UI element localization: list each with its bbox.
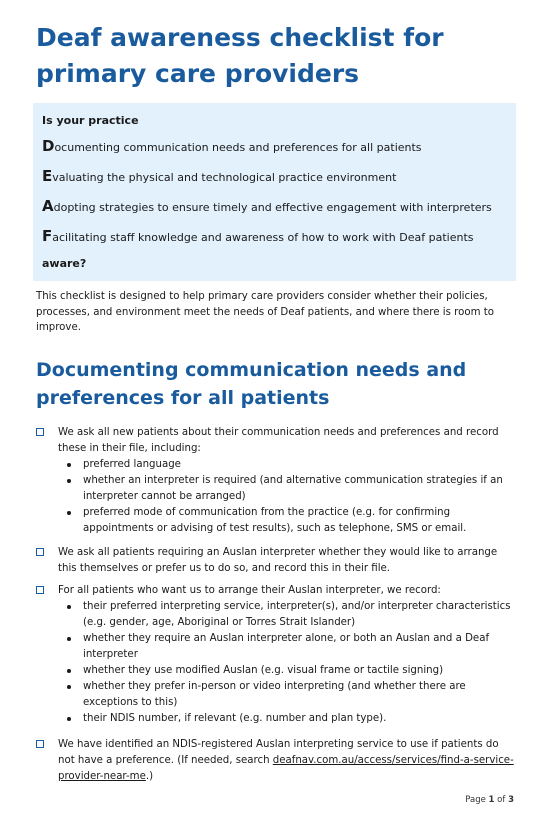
list-item: whether they use modified Auslan (e.g. visual frame or tactile signing) <box>36 663 516 679</box>
checklist-item-4 <box>36 737 516 785</box>
list-item: their NDIS number, if relevant (e.g. number and plan type). <box>36 711 516 727</box>
summary-line-d: Documenting communication needs and preferences for all patients <box>42 137 422 155</box>
checkbox-icon[interactable] <box>36 428 44 436</box>
summary-line-f: Facilitating staff knowledge and awareness of how to work with Deaf patients <box>42 227 474 245</box>
intro-paragraph: This checklist is designed to help primary care providers consider whether their policies, processes, and environment meet the needs of Deaf patients, and where there is room to improve. <box>36 291 494 333</box>
checklist-item-text: We have identified an NDIS-registered Auslan interpreting service to use if patients do not have a preference. (If needed, search deafnav.com.au/access/services/find-a-service-provider-near-me.) <box>58 739 514 782</box>
list-item: whether they prefer in-person or video interpreting (and whether there are exceptions to this) <box>36 679 516 711</box>
checkbox-icon[interactable] <box>36 586 44 594</box>
checklist-item-text: We ask all patients requiring an Auslan interpreter whether they would like to arrange this themselves or prefer us to do so, and record this in their file. <box>58 547 498 574</box>
list-item: preferred language <box>36 457 516 473</box>
bullet-list <box>36 457 516 537</box>
summary-question-start: Is your practice <box>42 114 139 127</box>
checklist-item-text: For all patients who want us to arrange their Auslan interpreter, we record: <box>58 585 441 596</box>
page-title: Deaf awareness checklist for primary care providers <box>36 23 444 88</box>
page-number: Page 1 of 3 <box>465 795 514 805</box>
summary-line-e: Evaluating the physical and technological practice environment <box>42 167 397 185</box>
section-heading: Documenting communication needs and preferences for all patients <box>36 359 467 409</box>
list-item: whether they require an Auslan interpreter alone, or both an Auslan and a Deaf interpreter <box>36 631 516 663</box>
list-item: whether an interpreter is required (and alternative communication strategies if an interpreter cannot be arranged) <box>36 473 516 505</box>
checklist-item-3 <box>36 583 516 727</box>
summary-line-a: Adopting strategies to ensure timely and effective engagement with interpreters <box>42 197 492 215</box>
checklist-item-2 <box>36 545 516 577</box>
bullet-list <box>36 599 516 727</box>
summary-question-end: aware? <box>42 257 87 270</box>
checklist-item-text: We ask all new patients about their communication needs and preferences and record these in their file, including: <box>58 427 499 454</box>
summary-box <box>33 103 516 281</box>
checkbox-icon[interactable] <box>36 548 44 556</box>
list-item: their preferred interpreting service, interpreter(s), and/or interpreter characteristics (e.g. gender, age, Aboriginal or Torres Strait Islander) <box>36 599 516 631</box>
list-item: preferred mode of communication from the practice (e.g. for confirming appointments or advising of test results), such as telephone, SMS or email. <box>36 505 516 537</box>
deafnav-link[interactable]: deafnav.com.au/access/services/find-a-service-provider-near-me <box>58 755 514 782</box>
checklist-item-1 <box>36 425 516 537</box>
checkbox-icon[interactable] <box>36 740 44 748</box>
